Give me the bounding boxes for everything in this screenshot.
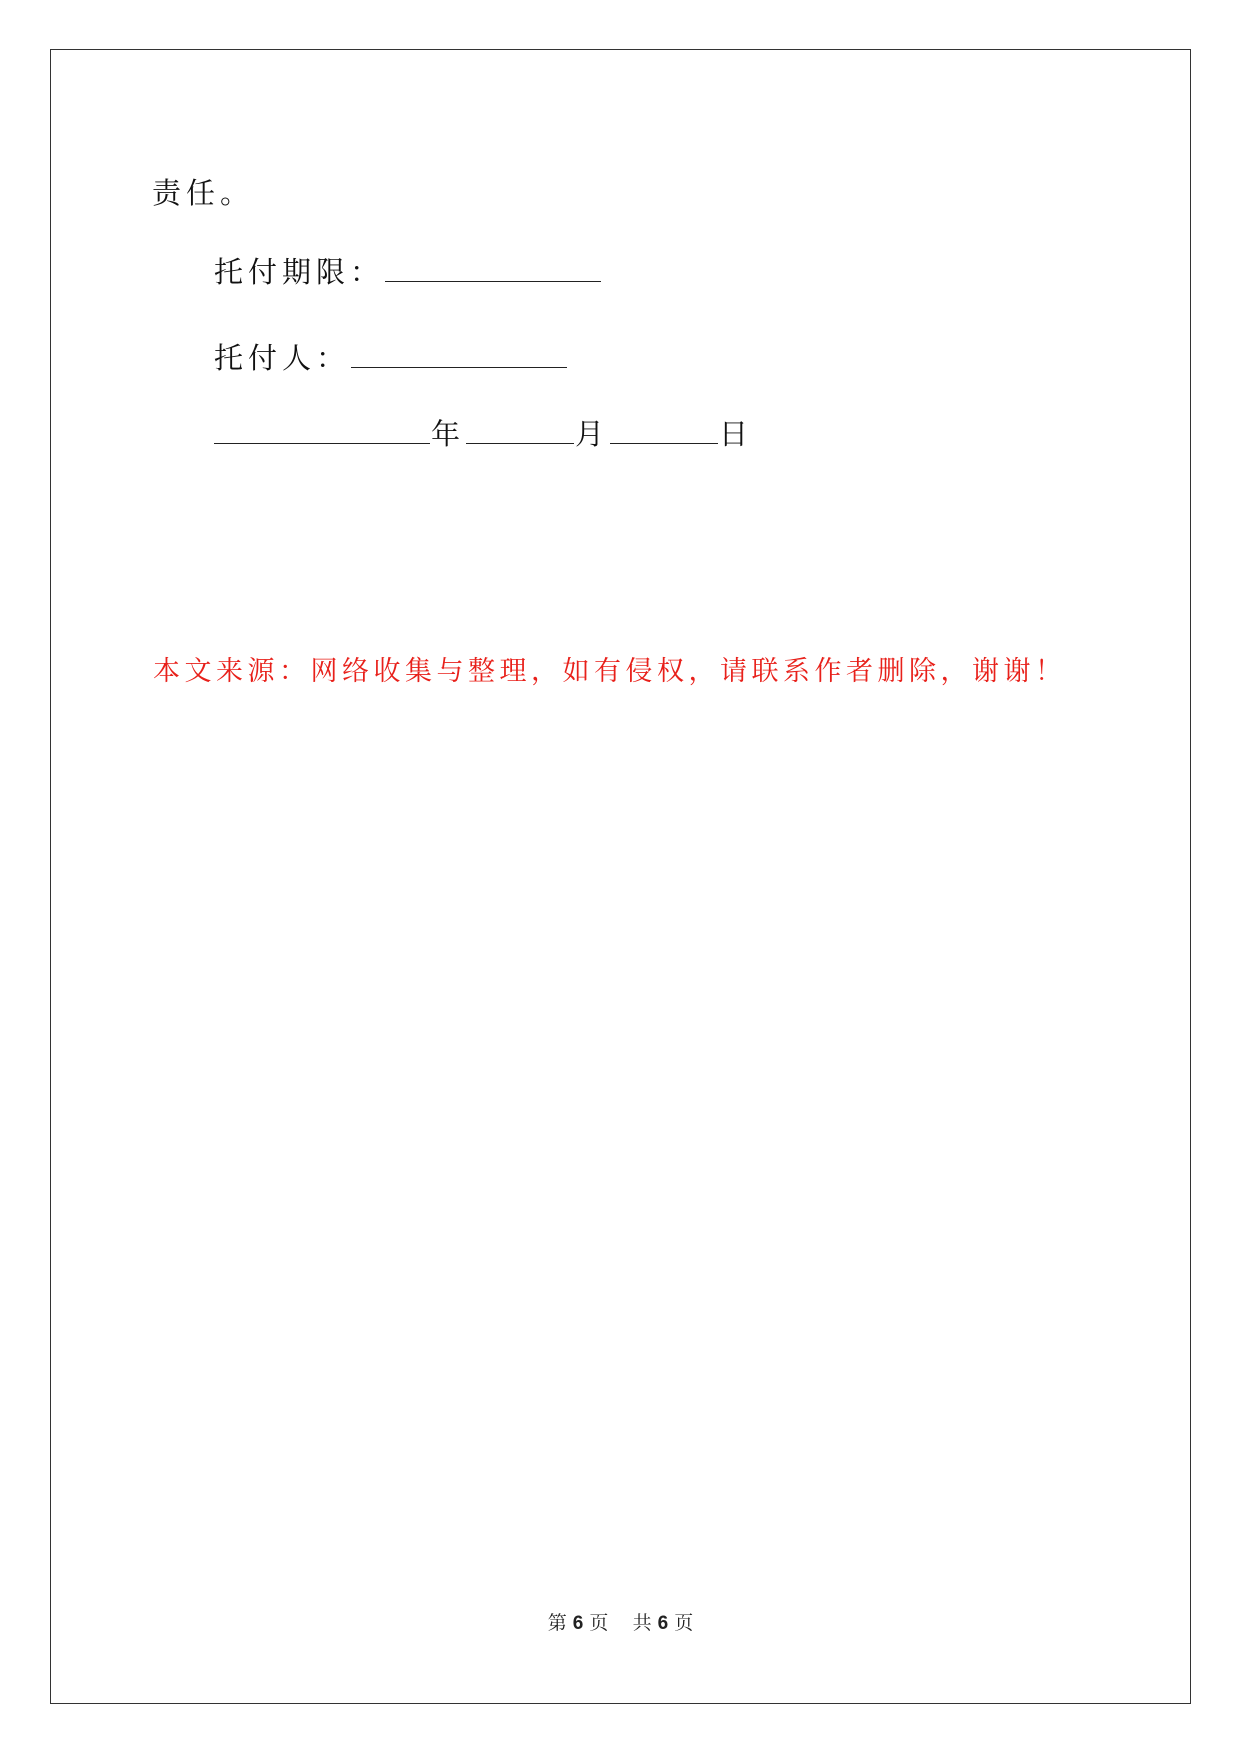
principal-field [214,340,568,376]
page-frame [50,49,1191,1704]
day-unit: 日 [719,417,754,451]
copyright-notice: 本文来源：网络收集与整理，如有侵权，请联系作者删除，谢谢！ [153,656,1067,687]
total-page-number: 6 [657,1613,669,1634]
day-blank[interactable] [610,417,718,444]
continuation-text: 责任。 [152,176,255,210]
principal-label: 托付人： [214,341,351,375]
deadline-label: 托付期限： [214,255,385,289]
page-footer [0,1608,1241,1635]
footer-total-unit: 页 [674,1612,694,1634]
current-page-number: 6 [572,1613,584,1634]
deadline-blank[interactable] [385,255,601,282]
year-blank[interactable] [214,417,430,444]
principal-blank[interactable] [351,341,567,368]
footer-page-unit: 页 [589,1612,609,1634]
footer-total-prefix: 共 [632,1612,652,1634]
month-blank[interactable] [466,417,574,444]
footer-prefix: 第 [547,1612,567,1634]
month-unit: 月 [575,417,610,451]
date-line [214,416,753,452]
deadline-field [214,254,602,290]
year-unit: 年 [431,417,466,451]
